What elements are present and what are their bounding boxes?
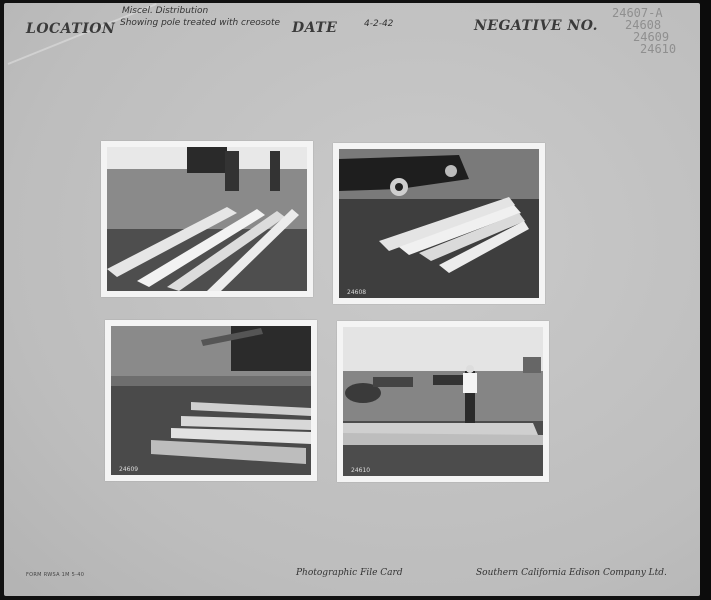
date-label: DATE — [292, 20, 338, 36]
date-value: 4-2-42 — [364, 19, 394, 29]
photo-bottom-right-image — [343, 327, 543, 476]
background-edge — [700, 0, 711, 600]
negative-number-4: 24610 — [640, 42, 677, 56]
photo-bottom-right — [337, 321, 549, 482]
negative-number-1: 24607-A — [612, 6, 663, 20]
photo-top-left-image — [107, 147, 307, 291]
file-card — [4, 3, 700, 596]
location-label: LOCATION — [26, 21, 116, 37]
photo-bottom-left-image — [111, 326, 311, 475]
negative-number-2: 24608 — [625, 18, 662, 32]
negative-number-3: 24609 — [633, 30, 670, 44]
company-name: Southern California Edison Company Ltd. — [476, 568, 667, 578]
negative-label: NEGATIVE NO. — [474, 18, 598, 34]
photo-top-right-image — [339, 149, 539, 298]
location-line2: Showing pole treated with creosote — [120, 18, 281, 28]
card-title: Photographic File Card — [296, 568, 403, 578]
form-code: FORM RWSA 1M 5-40 — [26, 572, 85, 578]
photo-number: 24610 — [351, 467, 371, 474]
photo-number: 24609 — [119, 466, 139, 473]
location-line1: Miscel. Distribution — [122, 6, 209, 16]
photo-bottom-left — [105, 320, 317, 481]
photo-top-left — [101, 141, 313, 297]
photo-top-right — [333, 143, 545, 304]
photo-number: 24608 — [347, 289, 367, 296]
